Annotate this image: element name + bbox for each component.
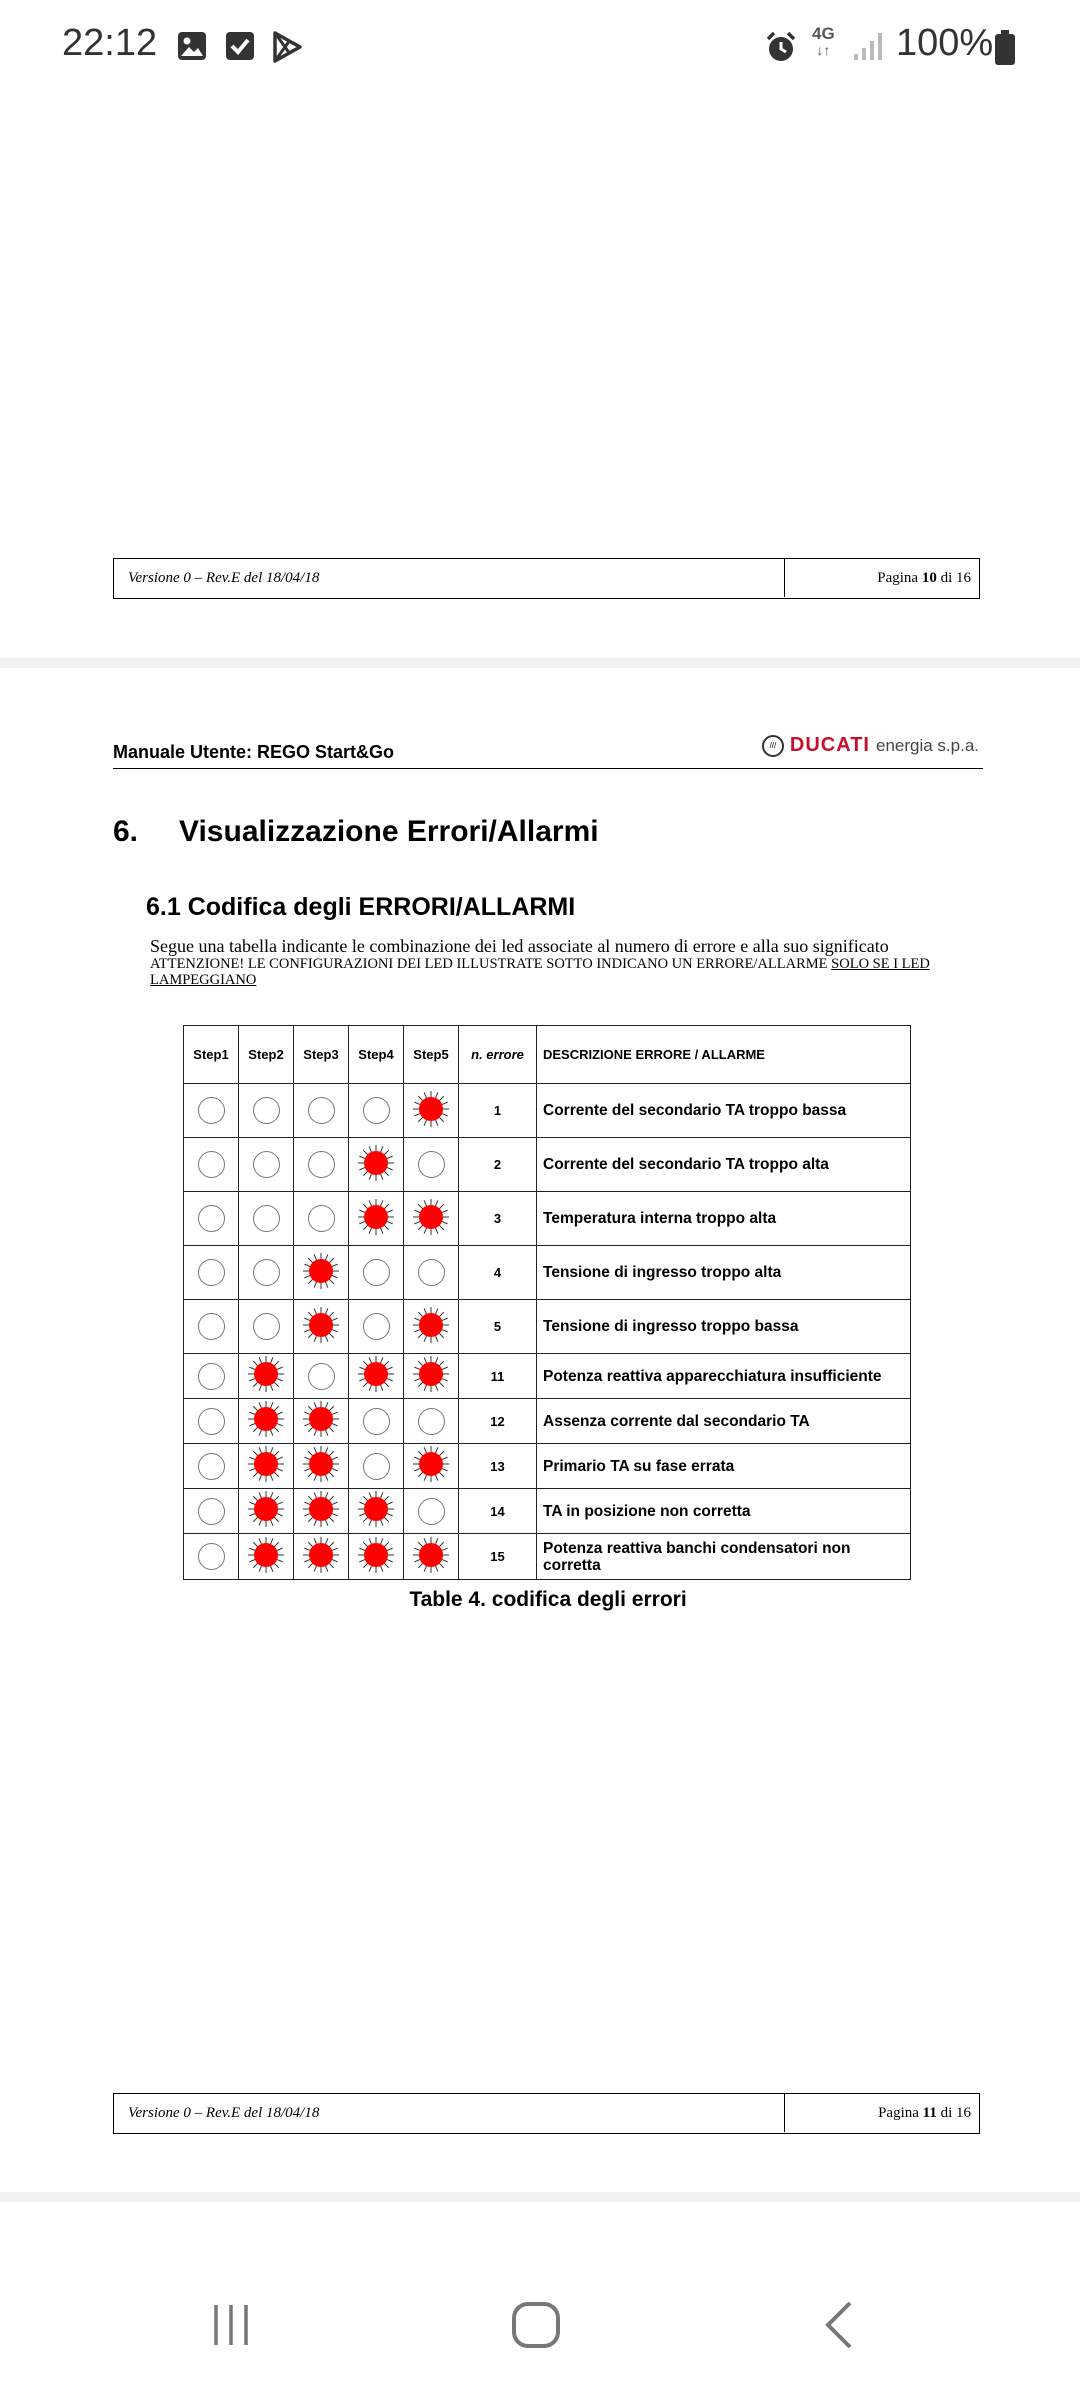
led-cell-step2 xyxy=(239,1246,294,1300)
led-cell-step3 xyxy=(294,1399,349,1444)
signal-icon xyxy=(852,30,884,67)
error-number: 4 xyxy=(459,1246,537,1300)
ducati-logo: /// DUCATI energia s.p.a. xyxy=(762,734,979,757)
table-header-row xyxy=(184,1026,911,1084)
led-cell-step2 xyxy=(239,1354,294,1399)
led-on-icon xyxy=(246,1444,286,1488)
led-cell-step1 xyxy=(184,1084,239,1138)
table-row xyxy=(184,1444,911,1489)
led-cell-step1 xyxy=(184,1489,239,1534)
section-heading: 6. Visualizzazione Errori/Allarmi xyxy=(113,815,599,848)
led-on-icon xyxy=(356,1143,396,1187)
col-error-number: n. errore xyxy=(459,1026,537,1084)
led-cell-step4 xyxy=(349,1399,404,1444)
led-cell-step5 xyxy=(404,1246,459,1300)
error-number: 5 xyxy=(459,1300,537,1354)
led-on-icon xyxy=(356,1489,396,1533)
col-step4: Step4 xyxy=(349,1026,404,1084)
led-cell-step3 xyxy=(294,1084,349,1138)
col-description: DESCRIZIONE ERRORE / ALLARME xyxy=(537,1026,911,1084)
led-cell-step5 xyxy=(404,1138,459,1192)
checkbox-notification-icon xyxy=(224,30,256,67)
table-row xyxy=(184,1246,911,1300)
led-off-icon xyxy=(198,1453,225,1480)
led-off-icon xyxy=(198,1205,225,1232)
status-bar xyxy=(0,0,1080,100)
page11-footer xyxy=(113,2093,980,2134)
led-cell-step3 xyxy=(294,1138,349,1192)
warning-text: ATTENZIONE! LE CONFIGURAZIONI DEI LED ILLUSTRATE SOTTO INDICANO UN ERRORE/ALLARME SOLO SE I LED LAMPEGGIANO xyxy=(150,956,930,988)
error-description: TA in posizione non corretta xyxy=(537,1489,911,1534)
led-on-icon xyxy=(356,1197,396,1241)
led-on-icon xyxy=(301,1535,341,1579)
ducati-emblem-icon: /// xyxy=(762,735,784,757)
led-off-icon xyxy=(198,1498,225,1525)
col-step3: Step3 xyxy=(294,1026,349,1084)
led-off-icon xyxy=(198,1408,225,1435)
error-description: Tensione di ingresso troppo alta xyxy=(537,1246,911,1300)
led-off-icon xyxy=(198,1543,225,1570)
back-icon[interactable] xyxy=(820,2300,860,2355)
navigation-bar xyxy=(0,2280,1080,2400)
table-row xyxy=(184,1192,911,1246)
led-on-icon xyxy=(411,1444,451,1488)
led-off-icon xyxy=(198,1259,225,1286)
led-cell-step4 xyxy=(349,1246,404,1300)
led-off-icon xyxy=(418,1151,445,1178)
led-off-icon xyxy=(198,1151,225,1178)
led-cell-step4 xyxy=(349,1300,404,1354)
led-off-icon xyxy=(308,1097,335,1124)
led-off-icon xyxy=(363,1259,390,1286)
led-on-icon xyxy=(246,1399,286,1443)
page11-footer-version: Versione 0 – Rev.E del 18/04/18 xyxy=(128,2105,320,2121)
battery-percentage: 100% xyxy=(896,22,994,64)
intro-paragraph xyxy=(150,936,980,988)
error-description: Primario TA su fase errata xyxy=(537,1444,911,1489)
led-off-icon xyxy=(363,1453,390,1480)
led-cell-step1 xyxy=(184,1354,239,1399)
led-on-icon xyxy=(301,1444,341,1488)
table-row xyxy=(184,1300,911,1354)
led-off-icon xyxy=(308,1205,335,1232)
led-cell-step3 xyxy=(294,1192,349,1246)
led-on-icon xyxy=(301,1489,341,1533)
led-off-icon xyxy=(308,1151,335,1178)
led-cell-step1 xyxy=(184,1534,239,1580)
led-cell-step2 xyxy=(239,1399,294,1444)
led-cell-step3 xyxy=(294,1246,349,1300)
led-cell-step3 xyxy=(294,1444,349,1489)
led-off-icon xyxy=(363,1408,390,1435)
led-cell-step5 xyxy=(404,1489,459,1534)
led-cell-step4 xyxy=(349,1192,404,1246)
error-number: 11 xyxy=(459,1354,537,1399)
led-off-icon xyxy=(418,1408,445,1435)
led-on-icon xyxy=(246,1489,286,1533)
led-cell-step2 xyxy=(239,1138,294,1192)
error-description: Potenza reattiva banchi condensatori non corretta xyxy=(537,1534,911,1580)
led-cell-step4 xyxy=(349,1534,404,1580)
led-cell-step1 xyxy=(184,1444,239,1489)
led-cell-step3 xyxy=(294,1489,349,1534)
led-off-icon xyxy=(363,1313,390,1340)
led-off-icon xyxy=(198,1363,225,1390)
table-row xyxy=(184,1084,911,1138)
led-off-icon xyxy=(253,1313,280,1340)
led-cell-step5 xyxy=(404,1192,459,1246)
error-description: Corrente del secondario TA troppo alta xyxy=(537,1138,911,1192)
led-cell-step2 xyxy=(239,1534,294,1580)
alarm-icon xyxy=(764,30,798,69)
led-cell-step4 xyxy=(349,1444,404,1489)
led-cell-step1 xyxy=(184,1138,239,1192)
page-separator-bottom xyxy=(0,2192,1080,2202)
led-off-icon xyxy=(253,1151,280,1178)
play-store-icon xyxy=(270,30,304,69)
page10-footer xyxy=(113,558,980,599)
led-off-icon xyxy=(363,1097,390,1124)
home-icon[interactable] xyxy=(510,2300,564,2355)
led-off-icon xyxy=(253,1205,280,1232)
led-on-icon xyxy=(356,1354,396,1398)
led-cell-step4 xyxy=(349,1354,404,1399)
error-description: Assenza corrente dal secondario TA xyxy=(537,1399,911,1444)
led-on-icon xyxy=(356,1535,396,1579)
led-cell-step3 xyxy=(294,1354,349,1399)
table-row xyxy=(184,1138,911,1192)
error-number: 14 xyxy=(459,1489,537,1534)
error-number: 13 xyxy=(459,1444,537,1489)
page-separator xyxy=(0,658,1080,668)
error-description: Tensione di ingresso troppo bassa xyxy=(537,1300,911,1354)
network-4g-icon: 4G ↓↑ xyxy=(812,24,835,58)
led-on-icon xyxy=(411,1089,451,1133)
led-cell-step3 xyxy=(294,1534,349,1580)
led-on-icon xyxy=(301,1399,341,1443)
led-off-icon xyxy=(418,1498,445,1525)
error-number: 2 xyxy=(459,1138,537,1192)
intro-text: Segue una tabella indicante le combinazione dei led associate al numero di errore e alla suo significato xyxy=(150,936,889,956)
table-row xyxy=(184,1534,911,1580)
page11-footer-page: Pagina 11 di 16 xyxy=(784,2094,979,2132)
error-description: Temperatura interna troppo alta xyxy=(537,1192,911,1246)
led-cell-step5 xyxy=(404,1354,459,1399)
recent-apps-icon[interactable] xyxy=(206,2300,256,2355)
led-on-icon xyxy=(411,1354,451,1398)
led-on-icon xyxy=(246,1354,286,1398)
led-off-icon xyxy=(253,1259,280,1286)
led-cell-step5 xyxy=(404,1084,459,1138)
table-row xyxy=(184,1399,911,1444)
led-cell-step1 xyxy=(184,1399,239,1444)
page10-footer-version: Versione 0 – Rev.E del 18/04/18 xyxy=(128,570,320,586)
subsection-heading: 6.1 Codifica degli ERRORI/ALLARMI xyxy=(146,893,576,921)
page11-header xyxy=(113,734,983,769)
led-cell-step4 xyxy=(349,1489,404,1534)
led-cell-step5 xyxy=(404,1534,459,1580)
error-description: Potenza reattiva apparecchiatura insufficiente xyxy=(537,1354,911,1399)
led-cell-step4 xyxy=(349,1084,404,1138)
table-caption: Table 4. codifica degli errori xyxy=(409,1588,687,1611)
error-number: 1 xyxy=(459,1084,537,1138)
clock: 22:12 xyxy=(62,22,158,64)
col-step5: Step5 xyxy=(404,1026,459,1084)
led-cell-step5 xyxy=(404,1444,459,1489)
gallery-icon xyxy=(176,30,208,67)
document-title: Manuale Utente: REGO Start&Go xyxy=(113,742,395,762)
led-cell-step1 xyxy=(184,1300,239,1354)
col-step1: Step1 xyxy=(184,1026,239,1084)
led-on-icon xyxy=(301,1251,341,1295)
led-cell-step2 xyxy=(239,1084,294,1138)
led-cell-step2 xyxy=(239,1300,294,1354)
led-cell-step1 xyxy=(184,1192,239,1246)
page10-footer-page: Pagina 10 di 16 xyxy=(784,559,979,597)
led-cell-step2 xyxy=(239,1489,294,1534)
led-on-icon xyxy=(246,1535,286,1579)
error-number: 15 xyxy=(459,1534,537,1580)
led-cell-step5 xyxy=(404,1399,459,1444)
error-number: 12 xyxy=(459,1399,537,1444)
error-codes-table xyxy=(183,1025,911,1580)
led-on-icon xyxy=(411,1305,451,1349)
led-off-icon xyxy=(253,1097,280,1124)
error-number: 3 xyxy=(459,1192,537,1246)
table-row xyxy=(184,1354,911,1399)
led-cell-step1 xyxy=(184,1246,239,1300)
col-step2: Step2 xyxy=(239,1026,294,1084)
led-off-icon xyxy=(198,1097,225,1124)
table-row xyxy=(184,1489,911,1534)
led-cell-step3 xyxy=(294,1300,349,1354)
led-cell-step2 xyxy=(239,1192,294,1246)
led-off-icon xyxy=(418,1259,445,1286)
led-on-icon xyxy=(411,1197,451,1241)
error-description: Corrente del secondario TA troppo bassa xyxy=(537,1084,911,1138)
led-cell-step4 xyxy=(349,1138,404,1192)
led-cell-step2 xyxy=(239,1444,294,1489)
led-on-icon xyxy=(411,1535,451,1579)
led-cell-step5 xyxy=(404,1300,459,1354)
battery-icon xyxy=(994,30,1016,71)
led-off-icon xyxy=(308,1363,335,1390)
led-off-icon xyxy=(198,1313,225,1340)
led-on-icon xyxy=(301,1305,341,1349)
